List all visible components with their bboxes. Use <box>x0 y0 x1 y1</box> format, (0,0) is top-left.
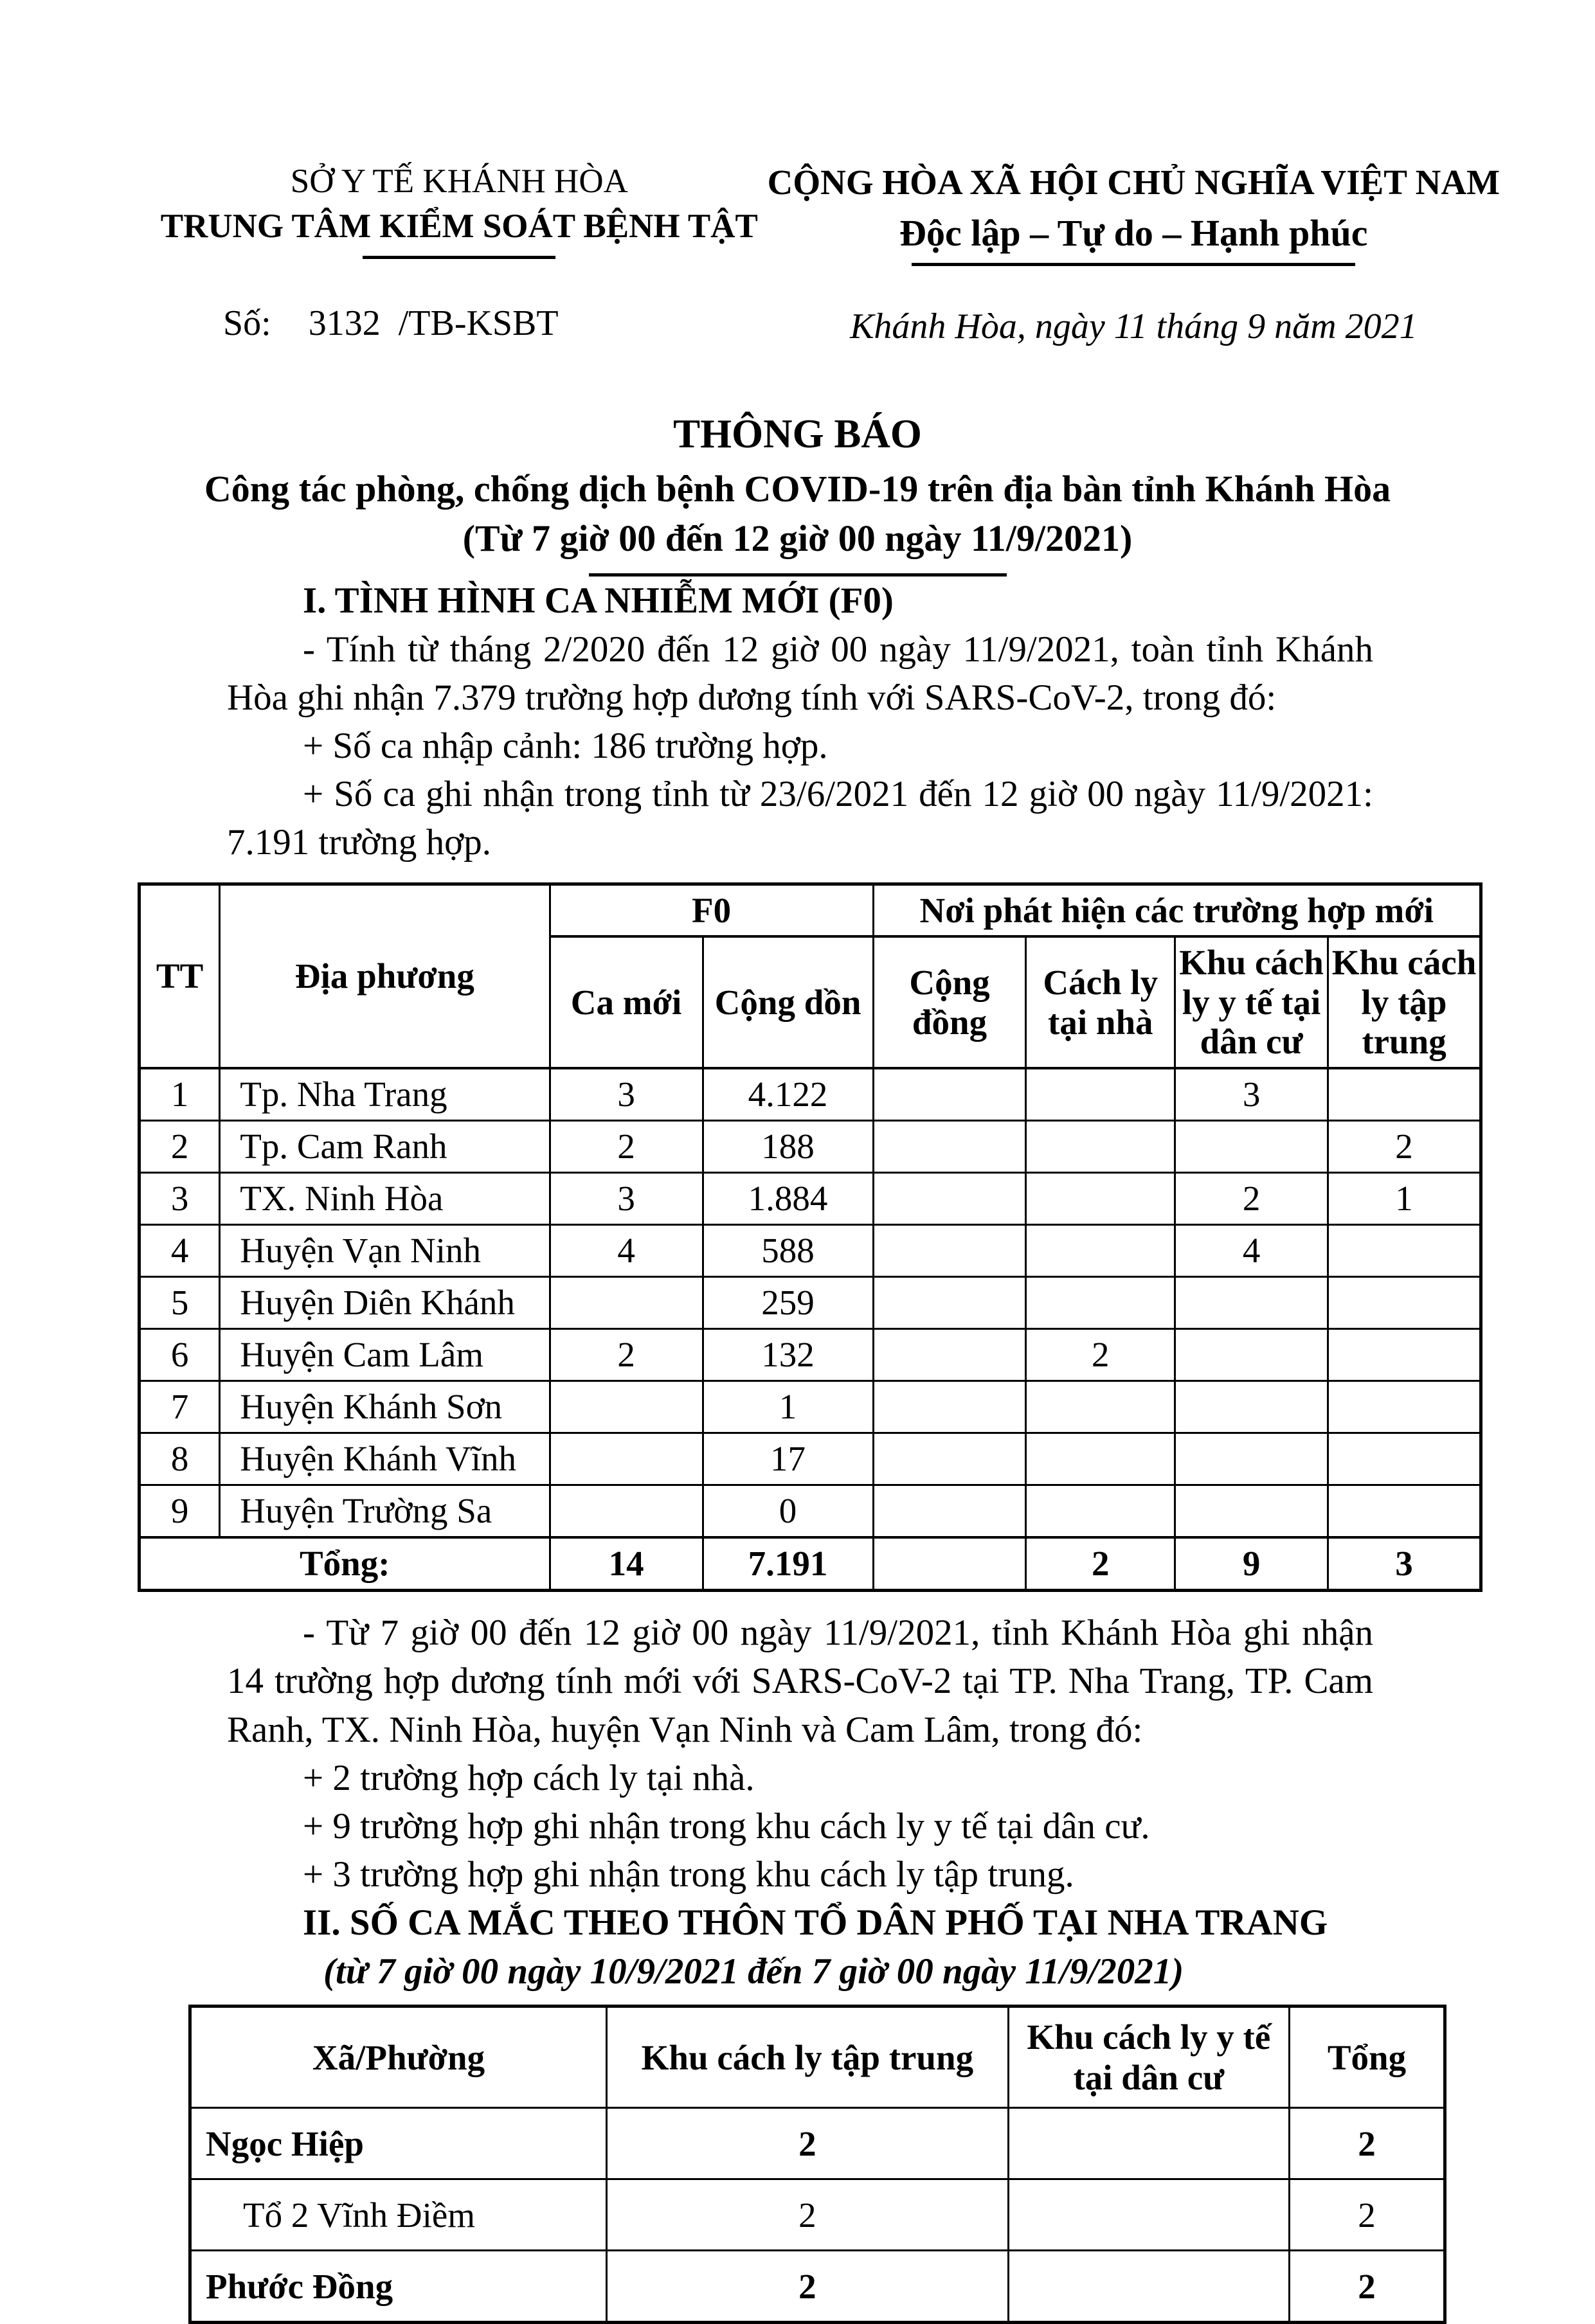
col-centralized-quarantine: Khu cách ly tập trung <box>1328 936 1481 1068</box>
cell-home-quarantine <box>1026 1381 1175 1433</box>
col-tt: TT <box>140 884 220 1068</box>
cell-tt: 2 <box>140 1121 220 1173</box>
cell-medical-quarantine <box>1175 1381 1328 1433</box>
motto-underline <box>912 263 1355 266</box>
agency-block <box>151 159 768 351</box>
document-number-line <box>151 300 768 348</box>
cell-centralized-quarantine <box>1328 1329 1481 1381</box>
cell-total: 2 <box>1289 2251 1445 2323</box>
table-row <box>140 1433 1481 1485</box>
cell-community <box>873 1225 1026 1277</box>
cell-home-quarantine <box>1026 1277 1175 1329</box>
national-title: CỘNG HÒA XÃ HỘI CHỦ NGHĨA VIỆT NAM <box>767 163 1500 202</box>
cell-tt: 1 <box>140 1068 220 1121</box>
col-locality: Địa phương <box>220 884 550 1068</box>
cell-home-quarantine <box>1026 1485 1175 1538</box>
cell-new-cases: 2 <box>550 1121 703 1173</box>
cell-medical-quarantine <box>1175 1329 1328 1381</box>
cell-ward: Ngọc Hiệp <box>190 2108 607 2179</box>
document-subject: Công tác phòng, chống dịch bệnh COVID-19 trên địa bàn tỉnh Khánh Hòa <box>204 468 1391 510</box>
cell-centralized-quarantine: 2 <box>607 2108 1009 2179</box>
cell-centralized-quarantine <box>1328 1433 1481 1485</box>
cell-new-cases: 2 <box>550 1329 703 1381</box>
cell-ward: Phước Đồng <box>190 2251 607 2323</box>
section-1b-bullet-3: + 3 trường hợp ghi nhận trong khu cách ly tập trung. <box>303 1854 1074 1895</box>
cell-centralized-quarantine <box>1328 1068 1481 1121</box>
cell-medical-quarantine <box>1175 1121 1328 1173</box>
table-row <box>190 2251 1445 2323</box>
table-row <box>140 1173 1481 1225</box>
national-motto-block <box>768 159 1500 351</box>
cell-locality: Tp. Cam Ranh <box>220 1121 550 1173</box>
document-number-suffix: /TB-KSBT <box>398 303 559 343</box>
cell-locality: Huyện Khánh Sơn <box>220 1381 550 1433</box>
cell-tt: 4 <box>140 1225 220 1277</box>
cell-community <box>873 1485 1026 1538</box>
document-number-value: 3132 <box>308 303 381 343</box>
table-row <box>190 2108 1445 2179</box>
section-1-paragraph: - Tính từ tháng 2/2020 đến 12 giờ 00 ngày 11/9/2021, toàn tỉnh Khánh Hòa ghi nhận 7.379 trường hợp dương tính với SARS-CoV-2, trong đó: <box>227 629 1373 718</box>
cell-medical-quarantine: 2 <box>1175 1173 1328 1225</box>
cases-by-locality-table <box>138 882 1482 1592</box>
cell-locality: Huyện Khánh Vĩnh <box>220 1433 550 1485</box>
cell-total-cumulative: 7.191 <box>703 1537 873 1591</box>
cell-locality: Huyện Vạn Ninh <box>220 1225 550 1277</box>
cell-community <box>873 1173 1026 1225</box>
section-1b-bullet-2: + 9 trường hợp ghi nhận trong khu cách ly y tế tại dân cư. <box>303 1806 1150 1847</box>
cell-medical-quarantine <box>1175 1433 1328 1485</box>
table2-header-row <box>190 2006 1445 2108</box>
cell-cumulative: 1.884 <box>703 1173 873 1225</box>
cell-new-cases <box>550 1485 703 1538</box>
cell-cumulative: 0 <box>703 1485 873 1538</box>
table-row <box>140 1381 1481 1433</box>
document-number-label: Số: <box>223 303 271 343</box>
cell-total-medical-quarantine: 9 <box>1175 1537 1328 1591</box>
cell-centralized-quarantine: 1 <box>1328 1173 1481 1225</box>
national-motto: Độc lập – Tự do – Hạnh phúc <box>899 211 1368 254</box>
section-1-bullet-1: + Số ca nhập cảnh: 186 trường hợp. <box>303 726 828 766</box>
cell-community <box>873 1068 1026 1121</box>
cell-home-quarantine <box>1026 1121 1175 1173</box>
table-row <box>140 1225 1481 1277</box>
cell-locality: Tp. Nha Trang <box>220 1068 550 1121</box>
cases-by-ward-table <box>188 2005 1446 2324</box>
cell-total-centralized-quarantine: 3 <box>1328 1537 1481 1591</box>
cell-community <box>873 1121 1026 1173</box>
document-type-title: THÔNG BÁO <box>673 411 922 457</box>
document-header <box>0 0 1595 351</box>
cell-locality: Huyện Diên Khánh <box>220 1277 550 1329</box>
col-group-f0: F0 <box>550 884 873 936</box>
cell-cumulative: 188 <box>703 1121 873 1173</box>
cell-new-cases: 3 <box>550 1068 703 1121</box>
table-row <box>140 1485 1481 1538</box>
col-home-quarantine: Cách ly tại nhà <box>1026 936 1175 1068</box>
col-medical-quarantine-zone: Khu cách ly y tế tại dân cư <box>1008 2006 1289 2108</box>
cell-home-quarantine <box>1026 1225 1175 1277</box>
cell-medical-quarantine <box>1008 2251 1289 2323</box>
cell-medical-quarantine <box>1175 1485 1328 1538</box>
cell-total: 2 <box>1289 2179 1445 2251</box>
cell-locality: Huyện Trường Sa <box>220 1485 550 1538</box>
title-block <box>0 407 1595 577</box>
section-2-subheading: (từ 7 giờ 00 ngày 10/9/2021 đến 7 giờ 00 ngày 11/9/2021) <box>323 1951 1184 1992</box>
cell-locality: Huyện Cam Lâm <box>220 1329 550 1381</box>
section-2-heading: II. SỐ CA MẮC THEO THÔN TỔ DÂN PHỐ TẠI NHA TRANG <box>303 1902 1328 1944</box>
cell-cumulative: 259 <box>703 1277 873 1329</box>
agency-parent-name: SỞ Y TẾ KHÁNH HÒA <box>290 163 628 200</box>
cell-medical-quarantine <box>1008 2108 1289 2179</box>
col-cumulative: Cộng dồn <box>703 936 873 1068</box>
cell-medical-quarantine <box>1175 1277 1328 1329</box>
cell-medical-quarantine: 4 <box>1175 1225 1328 1277</box>
table-row <box>140 1068 1481 1121</box>
cell-tt: 5 <box>140 1277 220 1329</box>
cell-community <box>873 1329 1026 1381</box>
section-1b <box>227 1609 1373 1996</box>
cell-centralized-quarantine <box>1328 1485 1481 1538</box>
col-new-cases: Ca mới <box>550 936 703 1068</box>
cell-centralized-quarantine: 2 <box>1328 1121 1481 1173</box>
cell-centralized-quarantine: 2 <box>607 2251 1009 2323</box>
cell-cumulative: 588 <box>703 1225 873 1277</box>
cell-new-cases <box>550 1277 703 1329</box>
cell-community <box>873 1433 1026 1485</box>
cell-community <box>873 1277 1026 1329</box>
cell-new-cases <box>550 1433 703 1485</box>
table-row <box>190 2179 1445 2251</box>
cell-total-label: Tổng: <box>140 1537 550 1591</box>
cell-centralized-quarantine <box>1328 1225 1481 1277</box>
section-1-bullet-2: + Số ca ghi nhận trong tỉnh từ 23/6/2021 đến 12 giờ 00 ngày 11/9/2021: 7.191 trường hợp. <box>227 774 1373 863</box>
cell-total: 2 <box>1289 2108 1445 2179</box>
col-group-detection-place: Nơi phát hiện các trường hợp mới <box>873 884 1481 936</box>
section-1 <box>227 577 1373 866</box>
cell-cumulative: 132 <box>703 1329 873 1381</box>
table1-header <box>140 884 1481 1068</box>
cell-tt: 7 <box>140 1381 220 1433</box>
cell-tt: 6 <box>140 1329 220 1381</box>
cell-home-quarantine: 2 <box>1026 1329 1175 1381</box>
cell-ward: Tổ 2 Vĩnh Điềm <box>190 2179 607 2251</box>
cell-total-community <box>873 1537 1026 1591</box>
cell-new-cases <box>550 1381 703 1433</box>
cell-cumulative: 4.122 <box>703 1068 873 1121</box>
col-ward: Xã/Phường <box>190 2006 607 2108</box>
table-row <box>140 1121 1481 1173</box>
cell-medical-quarantine <box>1008 2179 1289 2251</box>
col-centralized-quarantine: Khu cách ly tập trung <box>607 2006 1009 2108</box>
cell-home-quarantine <box>1026 1433 1175 1485</box>
table2-header <box>190 2006 1445 2108</box>
table-row <box>140 1329 1481 1381</box>
agency-underline <box>363 256 555 259</box>
cell-total-new-cases: 14 <box>550 1537 703 1591</box>
table1-header-group-row <box>140 884 1481 936</box>
section-1-heading: I. TÌNH HÌNH CA NHIỄM MỚI (F0) <box>303 580 894 621</box>
cell-new-cases: 4 <box>550 1225 703 1277</box>
cell-home-quarantine <box>1026 1068 1175 1121</box>
cell-new-cases: 3 <box>550 1173 703 1225</box>
cell-tt: 3 <box>140 1173 220 1225</box>
cell-centralized-quarantine: 2 <box>607 2179 1009 2251</box>
table1-total-row <box>140 1537 1481 1591</box>
cell-cumulative: 17 <box>703 1433 873 1485</box>
section-1b-bullet-1: + 2 trường hợp cách ly tại nhà. <box>303 1757 755 1798</box>
col-total: Tổng <box>1289 2006 1445 2108</box>
cell-tt: 8 <box>140 1433 220 1485</box>
document-period: (Từ 7 giờ 00 đến 12 giờ 00 ngày 11/9/2021) <box>462 517 1133 559</box>
cell-centralized-quarantine <box>1328 1277 1481 1329</box>
table-row <box>140 1277 1481 1329</box>
cell-medical-quarantine: 3 <box>1175 1068 1328 1121</box>
cell-total-home-quarantine: 2 <box>1026 1537 1175 1591</box>
cell-locality: TX. Ninh Hòa <box>220 1173 550 1225</box>
cell-home-quarantine <box>1026 1173 1175 1225</box>
section-1b-paragraph: - Từ 7 giờ 00 đến 12 giờ 00 ngày 11/9/2021, tỉnh Khánh Hòa ghi nhận 14 trường hợp dương tính mới với SARS-CoV-2 tại TP. Nha Trang, TP. Cam Ranh, TX. Ninh Hòa, huyện Vạn Ninh và Cam Lâm, trong đó: <box>227 1613 1373 1750</box>
cell-cumulative: 1 <box>703 1381 873 1433</box>
agency-name: TRUNG TÂM KIỂM SOÁT BỆNH TẬT <box>160 207 758 245</box>
cell-centralized-quarantine <box>1328 1381 1481 1433</box>
cell-community <box>873 1381 1026 1433</box>
cell-tt: 9 <box>140 1485 220 1538</box>
col-community: Cộng đồng <box>873 936 1026 1068</box>
place-dateline: Khánh Hòa, ngày 11 tháng 9 năm 2021 <box>850 307 1418 347</box>
col-medical-quarantine-zone: Khu cách ly y tế tại dân cư <box>1175 936 1328 1068</box>
